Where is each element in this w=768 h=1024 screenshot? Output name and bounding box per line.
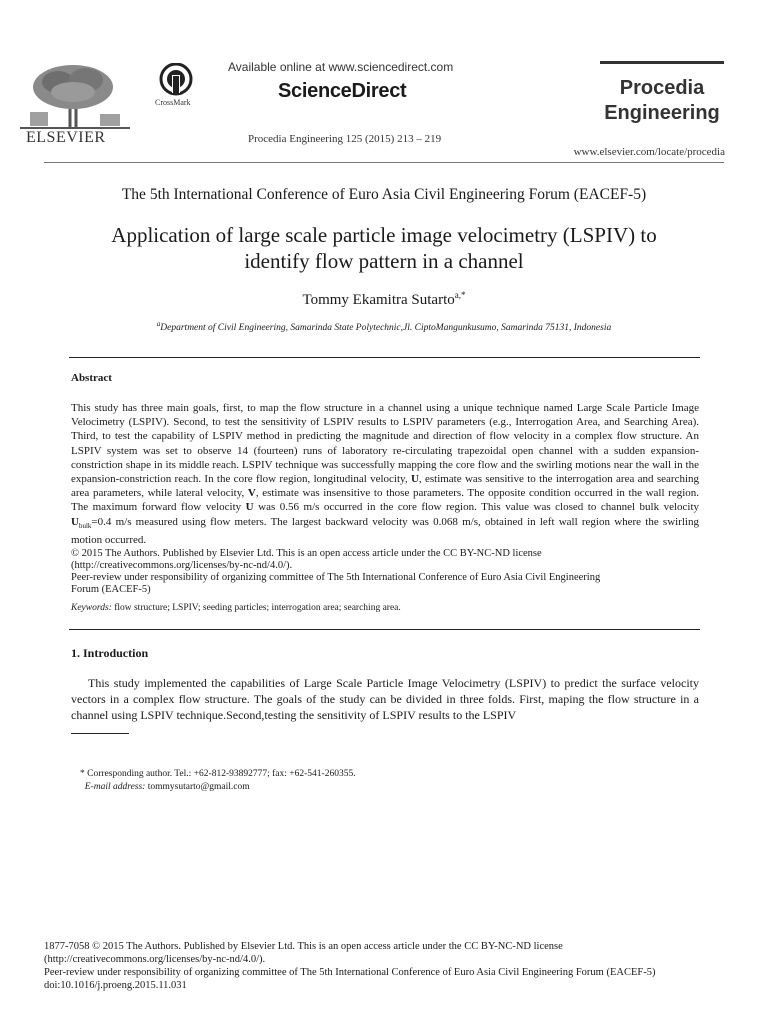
copyright-notice — [71, 548, 699, 596]
subscript-bulk: bulk — [78, 521, 92, 530]
abstract-heading: Abstract — [71, 372, 112, 384]
journal-title-rule — [600, 61, 724, 64]
affiliation — [40, 320, 728, 333]
affiliation-text: Department of Civil Engineering, Samarinda State Polytechnic,Jl. CiptoMangunkusumo, Samarinda 75131, Indonesia — [160, 323, 612, 334]
abstract-bottom-rule — [69, 629, 700, 630]
author-superscript: a,* — [454, 290, 466, 300]
issn-copyright: 1877-7058 © 2015 The Authors. Published by Elsevier Ltd. This is an open access article under the CC BY-NC-ND license — [44, 941, 563, 952]
abstract-part5: =0.4 m/s measured using flow meters. The largest backward velocity was 0.068 m/s, obtained in left wall region where the swirling motion occurred. — [71, 515, 699, 547]
peer-review-line2: Forum (EACEF-5) — [71, 584, 151, 595]
paper-title-line2: identify flow pattern in a channel — [244, 249, 524, 273]
keywords-list: flow structure; LSPIV; seeding particles; interrogation area; searching area. — [114, 603, 401, 613]
doi[interactable]: doi:10.1016/j.proeng.2015.11.031 — [44, 980, 187, 991]
paper-title-line1: Application of large scale particle image velocimetry (LSPIV) to — [111, 223, 657, 247]
journal-reference: Procedia Engineering 125 (2015) 213 – 219 — [248, 133, 442, 145]
corresponding-author: * Corresponding author. Tel.: +62-812-93892777; fax: +62-541-260355. — [80, 769, 356, 779]
conference-name: The 5th International Conference of Euro Asia Civil Engineering Forum (EACEF-5) — [121, 186, 647, 203]
journal-title-line1: Procedia — [619, 77, 705, 99]
abstract-part2: , estimate was sensitive to the interrogation area and searching area parameters, while lateral velocity, — [71, 473, 700, 500]
email-line — [80, 781, 700, 794]
crossmark-label: CrossMark — [155, 98, 191, 107]
footnote — [80, 768, 700, 794]
symbol-u-max: U — [245, 501, 254, 514]
email-label: E-mail address: — [84, 782, 146, 792]
abstract-part1: This study has three main goals, first, to map the flow structure in a channel using a unique technique named Large Scale Particle Image Velocimetry (LSPIV). Second, to test the sensitivity of LSPIV results to LSPIV parameters (e.g., Interrogation Area, and Searching Area). Third, to test the capability of LSPIV method in predicting the magnitude and direction of flow velocity in a complex flow structure. An LSPIV system was set to observe 14 (fourteen) runs of laboratory re-circulating trapezoidal open channel with a sudden expansion-constriction shape in its middle reach. LSPIV technique was successfully mapping the core flow and the swirling motions near the wall in the expansion-constriction reach. In the core flow region, longitudinal velocity, — [71, 402, 699, 486]
bottom-peer-review: Peer-review under responsibility of organizing committee of The 5th International Conference of Euro Asia Civil Engineering Forum (EACEF-5) — [44, 967, 656, 978]
affiliation-superscript: a — [156, 320, 161, 328]
symbol-u-bulk: U — [71, 515, 79, 528]
available-online-link[interactable]: Available online at www.sciencedirect.com — [228, 60, 454, 74]
peer-review-line1: Peer-review under responsibility of organizing committee of The 5th International Conference of Euro Asia Civil Engineering — [71, 572, 601, 583]
introduction-heading: 1. Introduction — [71, 646, 149, 660]
license-link[interactable]: (http://creativecommons.org/licenses/by-nc-nd/4.0/). — [71, 560, 293, 571]
journal-title — [600, 76, 724, 126]
elsevier-wordmark: ELSEVIER — [26, 129, 106, 146]
copyright-line1: © 2015 The Authors. Published by Elsevier Ltd. This is an open access article under the CC BY-NC-ND license — [71, 548, 542, 559]
abstract-top-rule — [69, 357, 700, 358]
keywords-label: Keywords: — [71, 603, 112, 613]
journal-url-link[interactable]: www.elsevier.com/locate/procedia — [573, 146, 725, 158]
abstract-part3: , estimate was insensitive to those parameters. The opposite condition occurred in the wall region. The maximum forward flow velocity — [71, 487, 700, 514]
symbol-u: U — [410, 473, 419, 486]
introduction-body: This study implemented the capabilities of Large Scale Particle Image Velocimetry (LSPIV) to predict the surface velocity vectors in a complex flow structure. The goals of the study can be divided in three folds. First, maping the flow structure in a channel using LSPIV technique.Second,testing the sensitivity of LSPIV results to the LSPIV — [71, 676, 699, 722]
abstract-body — [71, 401, 699, 547]
abstract-part4: was 0.56 m/s occurred in the core flow region. This value was closed to channel bulk velocity — [258, 501, 700, 514]
paper-title — [40, 222, 728, 274]
sciencedirect-logo: ScienceDirect — [278, 80, 407, 102]
bottom-publication-info — [44, 940, 728, 992]
bottom-license-link[interactable]: (http://creativecommons.org/licenses/by-nc-nd/4.0/). — [44, 954, 266, 965]
author — [40, 290, 728, 309]
symbol-v: V — [247, 487, 256, 500]
header-divider — [44, 162, 724, 163]
journal-title-line2: Engineering — [604, 102, 720, 124]
author-name: Tommy Ekamitra Sutarto — [302, 292, 455, 308]
keywords — [71, 603, 699, 613]
footnote-rule — [71, 733, 129, 734]
email-address[interactable]: tommysutarto@gmail.com — [147, 782, 250, 792]
